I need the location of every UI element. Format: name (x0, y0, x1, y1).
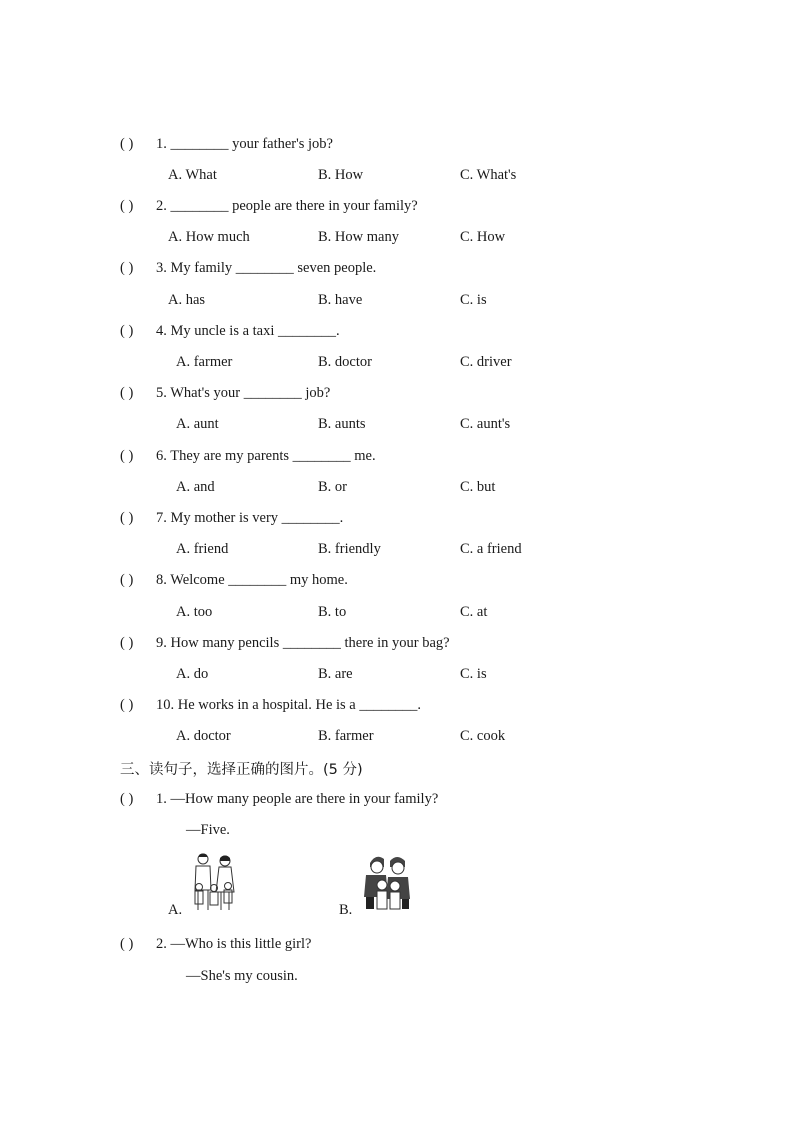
answer-paren[interactable]: ( ) (120, 936, 134, 952)
section-title: 三、读句子，选择正确的图片。(5 分) (120, 762, 363, 778)
option-c[interactable]: C. What's (460, 167, 517, 183)
question-text: 6. They are my parents ________ me. (156, 448, 376, 464)
option-b[interactable]: B. farmer (318, 728, 374, 744)
option-a[interactable]: A. farmer (176, 354, 233, 370)
answer-paren[interactable]: ( ) (120, 136, 134, 152)
option-c[interactable]: C. at (460, 604, 488, 620)
section3-answer-2: —She's my cousin. (186, 968, 298, 984)
option-b[interactable]: B. to (318, 604, 347, 620)
option-b[interactable]: B. doctor (318, 354, 372, 370)
answer-paren[interactable]: ( ) (120, 635, 134, 651)
option-a[interactable]: A. friend (176, 541, 229, 557)
family-picture-b[interactable] (362, 853, 412, 913)
option-a[interactable]: A. and (176, 479, 215, 495)
option-c[interactable]: C. cook (460, 728, 506, 744)
option-c[interactable]: C. but (460, 479, 496, 495)
option-b[interactable]: B. How many (318, 229, 399, 245)
option-a[interactable]: A. do (176, 666, 209, 682)
question-text: 8. Welcome ________ my home. (156, 572, 348, 588)
option-c[interactable]: C. aunt's (460, 416, 511, 432)
answer-paren[interactable]: ( ) (120, 260, 134, 276)
question-text: 1. —How many people are there in your family? (156, 791, 439, 807)
section3-answer-1: —Five. (186, 822, 230, 838)
option-b[interactable]: B. aunts (318, 416, 366, 432)
answer-paren[interactable]: ( ) (120, 448, 134, 464)
option-a[interactable]: A. aunt (176, 416, 219, 432)
option-a[interactable]: A. doctor (176, 728, 231, 744)
option-b[interactable]: B. are (318, 666, 353, 682)
question-text: 3. My family ________ seven people. (156, 260, 377, 276)
question-text: 10. He works in a hospital. He is a ________. (156, 697, 421, 713)
question-text: 2. —Who is this little girl? (156, 936, 312, 952)
option-b[interactable]: B. or (318, 479, 347, 495)
option-b[interactable]: B. have (318, 292, 363, 308)
family-picture-a[interactable] (188, 852, 242, 914)
option-c[interactable]: C. is (460, 292, 487, 308)
answer-paren[interactable]: ( ) (120, 198, 134, 214)
option-a[interactable]: A. What (168, 167, 217, 183)
question-text: 5. What's your ________ job? (156, 385, 331, 401)
option-c[interactable]: C. is (460, 666, 487, 682)
option-a[interactable]: A. How much (168, 229, 250, 245)
option-b[interactable]: B. friendly (318, 541, 381, 557)
option-c[interactable]: C. How (460, 229, 506, 245)
option-c[interactable]: C. a friend (460, 541, 522, 557)
option-c[interactable]: C. driver (460, 354, 512, 370)
option-a[interactable]: A. has (168, 292, 206, 308)
answer-paren[interactable]: ( ) (120, 572, 134, 588)
answer-paren[interactable]: ( ) (120, 510, 134, 526)
answer-paren[interactable]: ( ) (120, 323, 134, 339)
question-text: 2. ________ people are there in your family? (156, 198, 418, 214)
question-text: 9. How many pencils ________ there in your bag? (156, 635, 450, 651)
option-b[interactable]: B. How (318, 167, 364, 183)
picture-b-label: B. (339, 902, 353, 918)
question-text: 4. My uncle is a taxi ________. (156, 323, 340, 339)
picture-a-label: A. (168, 902, 183, 918)
question-text: 1. ________ your father's job? (156, 136, 333, 152)
answer-paren[interactable]: ( ) (120, 697, 134, 713)
question-text: 7. My mother is very ________. (156, 510, 344, 526)
answer-paren[interactable]: ( ) (120, 791, 134, 807)
option-a[interactable]: A. too (176, 604, 213, 620)
answer-paren[interactable]: ( ) (120, 385, 134, 401)
